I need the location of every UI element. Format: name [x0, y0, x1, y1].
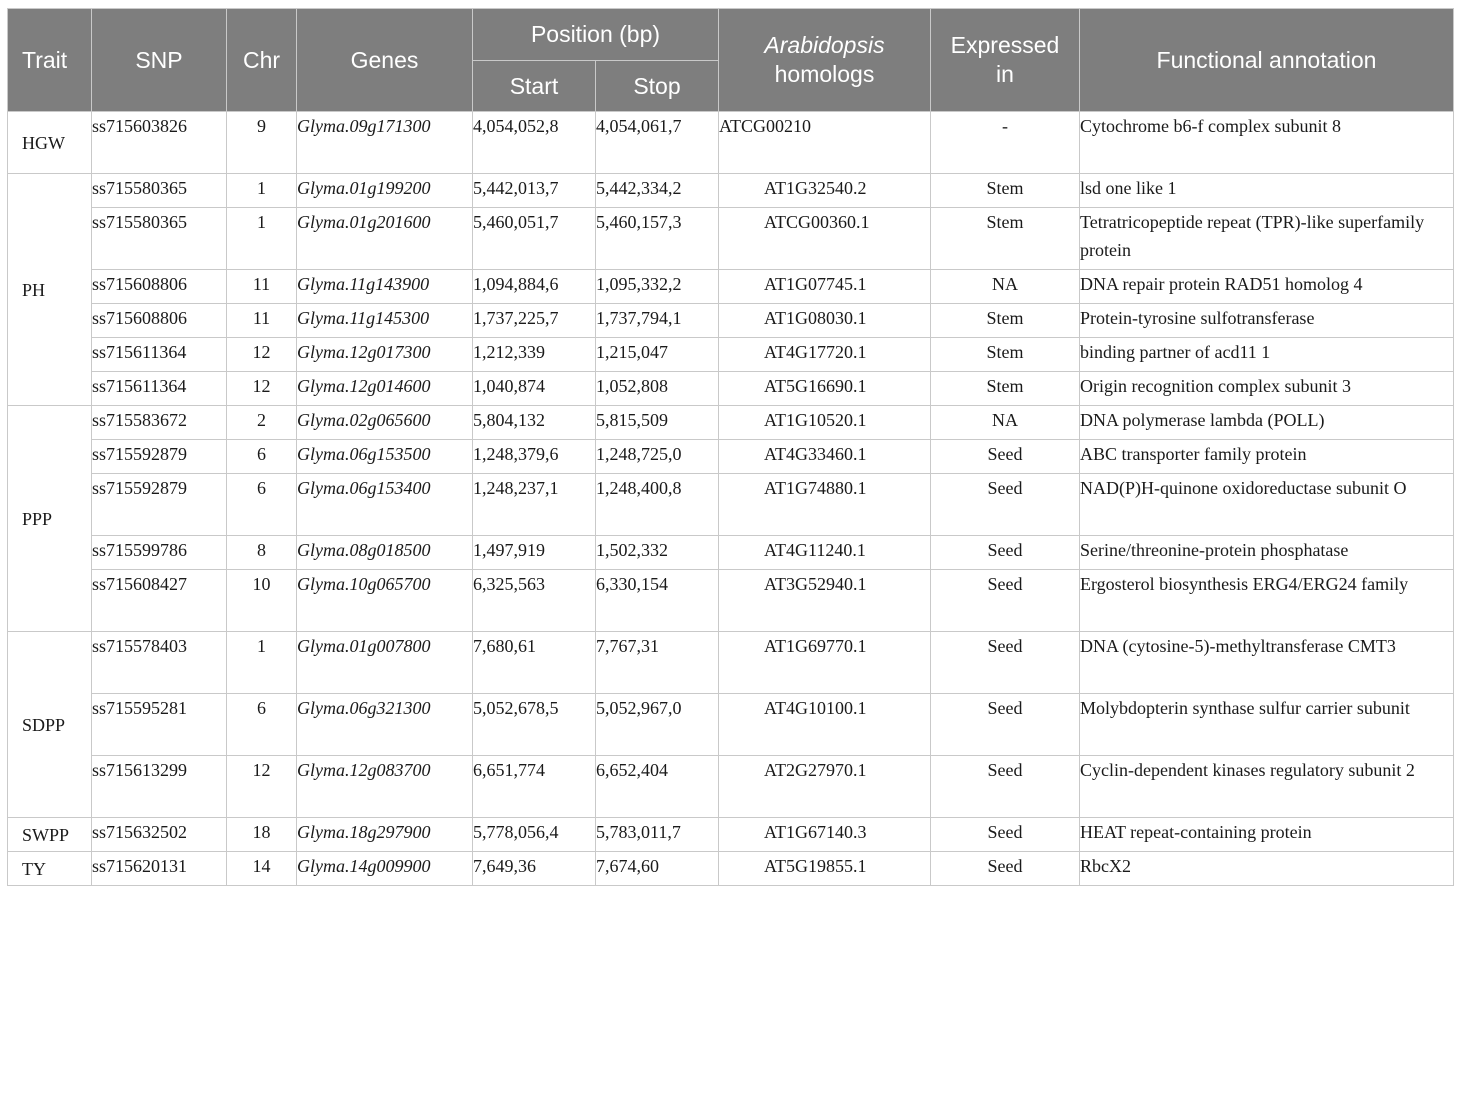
- table-row: [8, 406, 1454, 440]
- table-row: [8, 208, 1454, 270]
- start-cell: 5,052,678,5: [473, 694, 596, 756]
- start-cell: 5,460,051,7: [473, 208, 596, 270]
- gene-cell: Glyma.01g007800: [297, 632, 473, 694]
- snp-cell: ss715603826: [92, 112, 227, 174]
- snp-cell: ss715608806: [92, 270, 227, 304]
- chr-cell: 14: [227, 852, 297, 886]
- header-chr: Chr: [227, 9, 297, 112]
- stop-cell: 5,460,157,3: [596, 208, 719, 270]
- trait-cell: SDPP: [8, 632, 92, 818]
- chr-cell: 10: [227, 570, 297, 632]
- snp-cell: ss715620131: [92, 852, 227, 886]
- snp-cell: ss715611364: [92, 372, 227, 406]
- trait-cell: PPP: [8, 406, 92, 632]
- header-homologs-italic: Arabidopsis: [764, 32, 885, 58]
- annotation-cell: Cytochrome b6-f complex subunit 8: [1080, 112, 1454, 174]
- header-expressed-line1: Expressed: [950, 32, 1060, 58]
- trait-cell: PH: [8, 174, 92, 406]
- annotation-cell: RbcX2: [1080, 852, 1454, 886]
- annotation-cell: Ergosterol biosynthesis ERG4/ERG24 family: [1080, 570, 1454, 632]
- expressed-cell: Seed: [931, 756, 1080, 818]
- expressed-cell: Seed: [931, 440, 1080, 474]
- expressed-cell: Seed: [931, 694, 1080, 756]
- annotation-cell: ABC transporter family protein: [1080, 440, 1454, 474]
- snp-cell: ss715583672: [92, 406, 227, 440]
- header-homologs: [719, 9, 931, 112]
- trait-cell: SWPP: [8, 818, 92, 852]
- homolog-cell: AT1G08030.1: [719, 304, 931, 338]
- start-cell: 1,040,874: [473, 372, 596, 406]
- stop-cell: 1,737,794,1: [596, 304, 719, 338]
- homolog-cell: AT5G19855.1: [719, 852, 931, 886]
- gene-cell: Glyma.10g065700: [297, 570, 473, 632]
- header-snp: SNP: [92, 9, 227, 112]
- gene-cell: Glyma.11g143900: [297, 270, 473, 304]
- stop-cell: 6,652,404: [596, 756, 719, 818]
- chr-cell: 1: [227, 632, 297, 694]
- expressed-cell: Stem: [931, 208, 1080, 270]
- gene-cell: Glyma.06g153400: [297, 474, 473, 536]
- table-row: [8, 270, 1454, 304]
- trait-cell: TY: [8, 852, 92, 886]
- snp-cell: ss715592879: [92, 474, 227, 536]
- chr-cell: 12: [227, 756, 297, 818]
- snp-cell: ss715632502: [92, 818, 227, 852]
- homolog-cell: ATCG00210: [719, 112, 931, 174]
- homolog-cell: ATCG00360.1: [719, 208, 931, 270]
- snp-cell: ss715608806: [92, 304, 227, 338]
- homolog-cell: AT4G11240.1: [719, 536, 931, 570]
- gene-cell: Glyma.01g201600: [297, 208, 473, 270]
- stop-cell: 7,767,31: [596, 632, 719, 694]
- start-cell: 7,649,36: [473, 852, 596, 886]
- header-start: Start: [473, 61, 596, 112]
- homolog-cell: AT3G52940.1: [719, 570, 931, 632]
- gene-cell: Glyma.02g065600: [297, 406, 473, 440]
- chr-cell: 6: [227, 474, 297, 536]
- table-row: [8, 474, 1454, 536]
- homolog-cell: AT1G10520.1: [719, 406, 931, 440]
- table-row: [8, 440, 1454, 474]
- expressed-cell: Seed: [931, 570, 1080, 632]
- expressed-cell: Seed: [931, 852, 1080, 886]
- annotation-cell: DNA polymerase lambda (POLL): [1080, 406, 1454, 440]
- header-position: Position (bp): [473, 9, 719, 61]
- table-header: [8, 9, 1454, 112]
- chr-cell: 11: [227, 270, 297, 304]
- expressed-cell: Seed: [931, 818, 1080, 852]
- table-row: [8, 694, 1454, 756]
- table-row: [8, 338, 1454, 372]
- homolog-cell: AT2G27970.1: [719, 756, 931, 818]
- gene-cell: Glyma.08g018500: [297, 536, 473, 570]
- header-expressed-line2: in: [996, 61, 1014, 87]
- gene-cell: Glyma.12g083700: [297, 756, 473, 818]
- annotation-cell: Protein-tyrosine sulfotransferase: [1080, 304, 1454, 338]
- header-expressed: [931, 9, 1080, 112]
- stop-cell: 5,052,967,0: [596, 694, 719, 756]
- gene-cell: Glyma.12g014600: [297, 372, 473, 406]
- chr-cell: 18: [227, 818, 297, 852]
- chr-cell: 9: [227, 112, 297, 174]
- stop-cell: 1,215,047: [596, 338, 719, 372]
- stop-cell: 1,052,808: [596, 372, 719, 406]
- chr-cell: 12: [227, 338, 297, 372]
- table-row: [8, 852, 1454, 886]
- table-row: [8, 372, 1454, 406]
- chr-cell: 8: [227, 536, 297, 570]
- table-body: [8, 112, 1454, 886]
- table-row: [8, 304, 1454, 338]
- header-annotation: Functional annotation: [1080, 9, 1454, 112]
- start-cell: 5,442,013,7: [473, 174, 596, 208]
- start-cell: 5,804,132: [473, 406, 596, 440]
- stop-cell: 1,248,725,0: [596, 440, 719, 474]
- snp-gene-table: [7, 8, 1454, 886]
- annotation-cell: Cyclin-dependent kinases regulatory subunit 2: [1080, 756, 1454, 818]
- homolog-cell: AT4G33460.1: [719, 440, 931, 474]
- header-genes: Genes: [297, 9, 473, 112]
- start-cell: 1,248,379,6: [473, 440, 596, 474]
- start-cell: 1,737,225,7: [473, 304, 596, 338]
- annotation-cell: HEAT repeat-containing protein: [1080, 818, 1454, 852]
- start-cell: 7,680,61: [473, 632, 596, 694]
- snp-cell: ss715599786: [92, 536, 227, 570]
- stop-cell: 5,815,509: [596, 406, 719, 440]
- table-row: [8, 818, 1454, 852]
- snp-cell: ss715608427: [92, 570, 227, 632]
- header-homologs-rest: homologs: [774, 61, 875, 87]
- homolog-cell: AT4G10100.1: [719, 694, 931, 756]
- gene-cell: Glyma.09g171300: [297, 112, 473, 174]
- start-cell: 1,248,237,1: [473, 474, 596, 536]
- chr-cell: 11: [227, 304, 297, 338]
- start-cell: 1,497,919: [473, 536, 596, 570]
- stop-cell: 1,248,400,8: [596, 474, 719, 536]
- expressed-cell: Seed: [931, 632, 1080, 694]
- expressed-cell: Stem: [931, 304, 1080, 338]
- snp-cell: ss715611364: [92, 338, 227, 372]
- table-row: [8, 536, 1454, 570]
- table-row: [8, 174, 1454, 208]
- annotation-cell: binding partner of acd11 1: [1080, 338, 1454, 372]
- snp-cell: ss715580365: [92, 208, 227, 270]
- table-row: [8, 570, 1454, 632]
- gene-cell: Glyma.06g153500: [297, 440, 473, 474]
- annotation-cell: NAD(P)H-quinone oxidoreductase subunit O: [1080, 474, 1454, 536]
- homolog-cell: AT4G17720.1: [719, 338, 931, 372]
- snp-cell: ss715613299: [92, 756, 227, 818]
- chr-cell: 2: [227, 406, 297, 440]
- header-stop: Stop: [596, 61, 719, 112]
- stop-cell: 5,442,334,2: [596, 174, 719, 208]
- start-cell: 5,778,056,4: [473, 818, 596, 852]
- annotation-cell: DNA repair protein RAD51 homolog 4: [1080, 270, 1454, 304]
- trait-cell: HGW: [8, 112, 92, 174]
- expressed-cell: Stem: [931, 174, 1080, 208]
- stop-cell: 1,095,332,2: [596, 270, 719, 304]
- annotation-cell: lsd one like 1: [1080, 174, 1454, 208]
- expressed-cell: -: [931, 112, 1080, 174]
- annotation-cell: Origin recognition complex subunit 3: [1080, 372, 1454, 406]
- start-cell: 4,054,052,8: [473, 112, 596, 174]
- table-row: [8, 632, 1454, 694]
- gene-cell: Glyma.01g199200: [297, 174, 473, 208]
- chr-cell: 12: [227, 372, 297, 406]
- gene-cell: Glyma.06g321300: [297, 694, 473, 756]
- homolog-cell: AT1G74880.1: [719, 474, 931, 536]
- homolog-cell: AT1G32540.2: [719, 174, 931, 208]
- homolog-cell: AT5G16690.1: [719, 372, 931, 406]
- chr-cell: 1: [227, 174, 297, 208]
- snp-cell: ss715592879: [92, 440, 227, 474]
- stop-cell: 6,330,154: [596, 570, 719, 632]
- expressed-cell: NA: [931, 270, 1080, 304]
- expressed-cell: Stem: [931, 338, 1080, 372]
- snp-cell: ss715578403: [92, 632, 227, 694]
- expressed-cell: Seed: [931, 474, 1080, 536]
- stop-cell: 4,054,061,7: [596, 112, 719, 174]
- start-cell: 6,651,774: [473, 756, 596, 818]
- expressed-cell: NA: [931, 406, 1080, 440]
- homolog-cell: AT1G07745.1: [719, 270, 931, 304]
- chr-cell: 6: [227, 694, 297, 756]
- gene-cell: Glyma.11g145300: [297, 304, 473, 338]
- stop-cell: 7,674,60: [596, 852, 719, 886]
- annotation-cell: Tetratricopeptide repeat (TPR)-like superfamily protein: [1080, 208, 1454, 270]
- expressed-cell: Stem: [931, 372, 1080, 406]
- annotation-cell: Molybdopterin synthase sulfur carrier subunit: [1080, 694, 1454, 756]
- gene-cell: Glyma.14g009900: [297, 852, 473, 886]
- table-row: [8, 112, 1454, 174]
- snp-cell: ss715580365: [92, 174, 227, 208]
- expressed-cell: Seed: [931, 536, 1080, 570]
- snp-cell: ss715595281: [92, 694, 227, 756]
- stop-cell: 5,783,011,7: [596, 818, 719, 852]
- annotation-cell: DNA (cytosine-5)-methyltransferase CMT3: [1080, 632, 1454, 694]
- gene-cell: Glyma.12g017300: [297, 338, 473, 372]
- start-cell: 6,325,563: [473, 570, 596, 632]
- stop-cell: 1,502,332: [596, 536, 719, 570]
- table-row: [8, 756, 1454, 818]
- homolog-cell: AT1G69770.1: [719, 632, 931, 694]
- chr-cell: 6: [227, 440, 297, 474]
- gene-cell: Glyma.18g297900: [297, 818, 473, 852]
- homolog-cell: AT1G67140.3: [719, 818, 931, 852]
- start-cell: 1,094,884,6: [473, 270, 596, 304]
- chr-cell: 1: [227, 208, 297, 270]
- header-trait: Trait: [8, 9, 92, 112]
- annotation-cell: Serine/threonine-protein phosphatase: [1080, 536, 1454, 570]
- start-cell: 1,212,339: [473, 338, 596, 372]
